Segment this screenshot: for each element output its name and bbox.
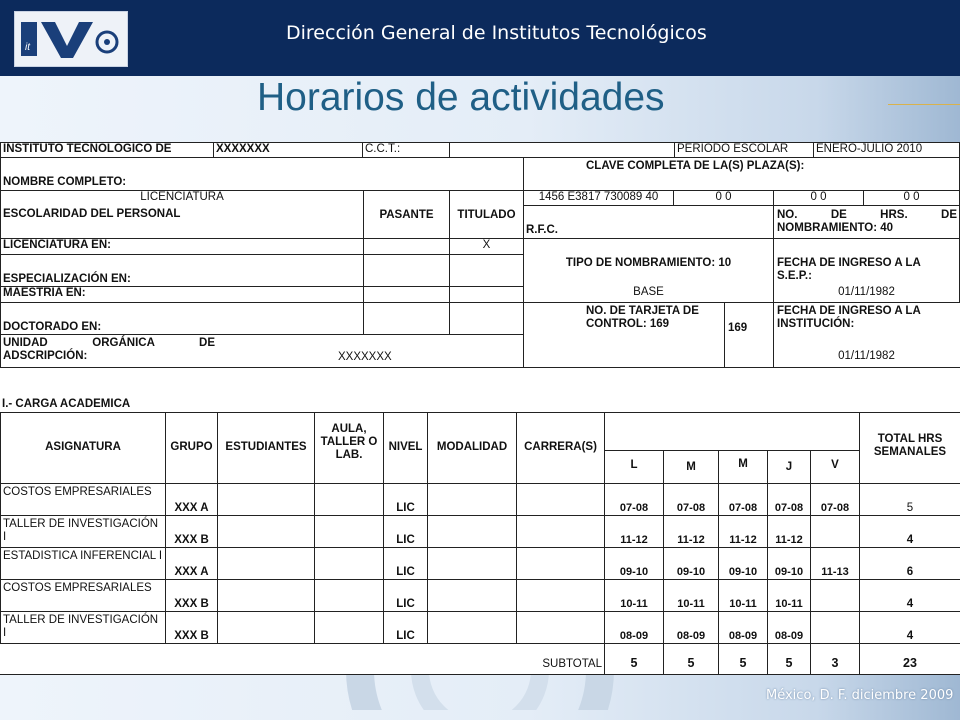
header-estudiantes: ESTUDIANTES: [217, 412, 315, 484]
unidad-value: XXXXXXX: [338, 351, 392, 363]
clave-label: CLAVE COMPLETA DE LA(S) PLAZA(S):: [523, 157, 960, 191]
header-day-v: V: [810, 450, 860, 484]
row-day-0: 09-10: [604, 547, 664, 580]
periodo-label: PERÍODO ESCOLAR: [674, 142, 814, 158]
header-grupo: GRUPO: [165, 412, 218, 484]
row-grupo: XXX A: [165, 483, 218, 516]
subtotal-l: 5: [604, 643, 664, 675]
maestria-pasante-cell: [363, 286, 450, 303]
header-title: Dirección General de Institutos Tecnológicos: [286, 22, 707, 44]
doctorado-label: DOCTORADO EN:: [0, 302, 364, 335]
row-aula: [314, 547, 384, 580]
fecha-inst-label: FECHA DE INGRESO A LA INSTITUCIÓN:: [773, 302, 960, 368]
row-total: 5: [859, 483, 960, 516]
row-nivel: LIC: [383, 515, 428, 548]
fecha-inst-value: 01/11/1982: [838, 350, 895, 362]
cct-label: C.C.T.:: [362, 142, 450, 158]
row-asignatura: TALLER DE INVESTIGACIÓN I: [0, 515, 166, 548]
row-day-1: 10-11: [663, 579, 719, 612]
page-title: Horarios de actividades: [257, 76, 665, 119]
header-days-top: [604, 412, 860, 451]
header-modalidad: MODALIDAD: [427, 412, 517, 484]
pasante-label: PASANTE: [363, 190, 450, 239]
subtotal-label: SUBTOTAL: [0, 643, 605, 675]
doctorado-pasante-cell: [363, 302, 450, 335]
row-grupo: XXX B: [165, 515, 218, 548]
header-total: TOTAL HRS SEMANALES: [859, 412, 960, 484]
especializacion-titulado-cell: [449, 254, 524, 287]
no-hrs-label: NO. DE HRS. DE NOMBRAMIENTO: 40: [773, 205, 960, 239]
row-grupo: XXX A: [165, 547, 218, 580]
decorative-line: [888, 104, 960, 105]
subtotal-j: 5: [767, 643, 811, 675]
row-day-1: 08-09: [663, 611, 719, 644]
row-day-3: 08-09: [767, 611, 811, 644]
row-day-2: 07-08: [718, 483, 768, 516]
header-day-l: L: [604, 450, 664, 484]
licenciatura-header: LICENCIATURA: [0, 190, 364, 206]
svg-text:it: it: [25, 42, 30, 53]
clave-value-3: 0 0: [773, 190, 864, 206]
clave-value-4: 0 0: [863, 190, 960, 206]
row-day-1: 07-08: [663, 483, 719, 516]
header-day-j: J: [767, 450, 811, 484]
row-day-2: 10-11: [718, 579, 768, 612]
row-nivel: LIC: [383, 547, 428, 580]
row-carrera: [516, 611, 605, 644]
subtotal-m1: 5: [663, 643, 719, 675]
unidad-label: UNIDAD ORGÁNICA DE ADSCRIPCIÓN:: [3, 337, 215, 362]
header-nivel: NIVEL: [383, 412, 428, 484]
row-asignatura: COSTOS EMPRESARIALES: [0, 579, 166, 612]
row-carrera: [516, 579, 605, 612]
nombre-label: NOMBRE COMPLETO:: [0, 157, 524, 191]
unidad-block: [0, 334, 524, 368]
row-day-4: 07-08: [810, 483, 860, 516]
row-asignatura: ESTADISTICA INFERENCIAL I: [0, 547, 166, 580]
row-day-2: 11-12: [718, 515, 768, 548]
row-day-3: 11-12: [767, 515, 811, 548]
header-asignatura: ASIGNATURA: [0, 412, 166, 484]
row-day-0: 11-12: [604, 515, 664, 548]
tarjeta-label: NO. DE TARJETA DE CONTROL: 169: [523, 302, 725, 368]
row-asignatura: TALLER DE INVESTIGACIÓN I: [0, 611, 166, 644]
row-aula: [314, 611, 384, 644]
tipo-nombramiento-label: TIPO DE NOMBRAMIENTO: 10: [523, 238, 774, 287]
header-carrera: CARRERA(S): [516, 412, 605, 484]
licenciatura-pasante-cell: [363, 238, 450, 255]
row-carrera: [516, 547, 605, 580]
row-day-3: 09-10: [767, 547, 811, 580]
base-value: BASE: [523, 286, 774, 303]
cct-value: [449, 142, 675, 158]
row-aula: [314, 579, 384, 612]
row-estudiantes: [217, 515, 315, 548]
row-day-4: [810, 515, 860, 548]
tarjeta-value: 169: [724, 302, 774, 368]
licenciatura-en-label: LICENCIATURA EN:: [0, 238, 364, 255]
maestria-label: MAESTRÍA EN:: [0, 286, 364, 303]
row-grupo: XXX B: [165, 611, 218, 644]
row-nivel: LIC: [383, 579, 428, 612]
row-carrera: [516, 483, 605, 516]
row-day-4: [810, 579, 860, 612]
row-day-4: 11-13: [810, 547, 860, 580]
header-day-m1: M: [663, 450, 719, 484]
row-day-2: 08-09: [718, 611, 768, 644]
subtotal-m2: 5: [718, 643, 768, 675]
escolaridad-label: ESCOLARIDAD DEL PERSONAL: [0, 205, 364, 239]
especializacion-label: ESPECIALIZACIÓN EN:: [0, 254, 364, 287]
row-day-3: 10-11: [767, 579, 811, 612]
periodo-value: ENERO-JULIO 2010: [813, 142, 960, 158]
row-total: 4: [859, 579, 960, 612]
row-estudiantes: [217, 547, 315, 580]
instituto-label: INSTITUTO TECNOLÓGICO DE: [0, 142, 214, 158]
it-institute-logo-icon: [14, 11, 128, 67]
fecha-sep-label: FECHA DE INGRESO A LA S.E.P.:: [773, 238, 960, 287]
row-day-0: 10-11: [604, 579, 664, 612]
row-estudiantes: [217, 483, 315, 516]
carga-section-title: I.- CARGA ACADÉMICA: [2, 398, 131, 410]
maestria-titulado-cell: [449, 286, 524, 303]
header-aula: AULA, TALLER O LAB.: [314, 412, 384, 484]
row-day-0: 07-08: [604, 483, 664, 516]
row-day-4: [810, 611, 860, 644]
row-day-1: 09-10: [663, 547, 719, 580]
row-total: 4: [859, 611, 960, 644]
row-day-1: 11-12: [663, 515, 719, 548]
row-estudiantes: [217, 579, 315, 612]
schedule-document: [0, 142, 960, 675]
row-asignatura: COSTOS EMPRESARIALES: [0, 483, 166, 516]
subtotal-total: 23: [859, 643, 960, 675]
row-total: 4: [859, 515, 960, 548]
row-nivel: LIC: [383, 483, 428, 516]
row-estudiantes: [217, 611, 315, 644]
row-carrera: [516, 515, 605, 548]
instituto-value: XXXXXXX: [213, 142, 363, 158]
especializacion-pasante-cell: [363, 254, 450, 287]
clave-value-1: 1456 E3817 730089 40: [523, 190, 674, 206]
row-day-2: 09-10: [718, 547, 768, 580]
row-aula: [314, 515, 384, 548]
clave-value-2: 0 0: [673, 190, 774, 206]
row-modalidad: [427, 611, 517, 644]
row-day-0: 08-09: [604, 611, 664, 644]
row-modalidad: [427, 547, 517, 580]
footer-date: México, D. F. diciembre 2009: [766, 688, 954, 703]
row-modalidad: [427, 579, 517, 612]
row-nivel: LIC: [383, 611, 428, 644]
row-total: 6: [859, 547, 960, 580]
row-aula: [314, 483, 384, 516]
header-day-m2: M: [718, 450, 768, 484]
row-modalidad: [427, 515, 517, 548]
rfc-label: R.F.C.: [523, 205, 774, 239]
doctorado-titulado-cell: [449, 302, 524, 335]
subtotal-v: 3: [810, 643, 860, 675]
row-modalidad: [427, 483, 517, 516]
fecha-sep-value: 01/11/1982: [773, 286, 960, 303]
titulado-label: TITULADO: [449, 190, 524, 239]
row-grupo: XXX B: [165, 579, 218, 612]
licenciatura-titulado-mark: X: [449, 238, 524, 255]
row-day-3: 07-08: [767, 483, 811, 516]
